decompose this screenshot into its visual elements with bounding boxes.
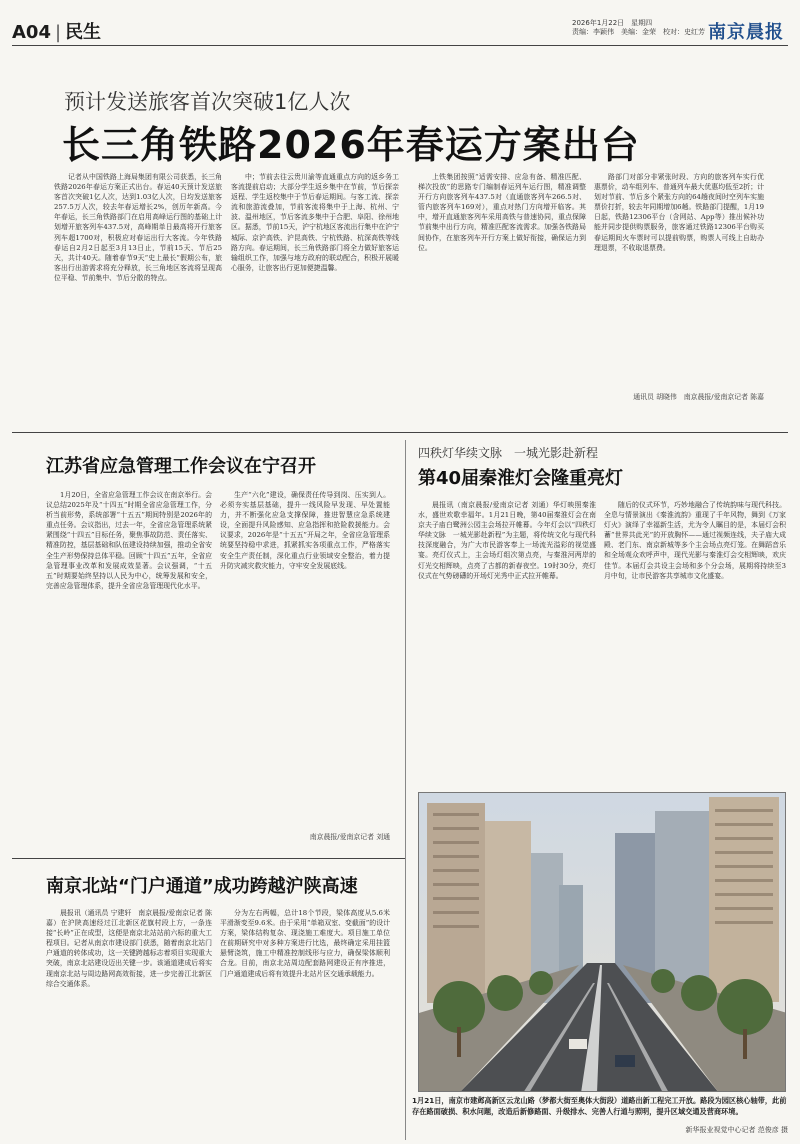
lead-column-4: 路部门对部分非紧张时段、方向的旅客列车实行优惠票价，动车组列车、普通列车最大优惠均低至2折；计划对节前、节后多个紧张方向的64趟夜间时空列车实施票价打折，较去年同期增加6趟。铁路部门提醒，1月19日起，铁路12306平台（含网站、App等）推出候补功能并同步提供购票服务，旅客通过铁路12306平台购买春运期间火车票时可以提前购票，购票人可线上自助办理退票，不收取退票费。 <box>594 173 764 252</box>
road-photo-image <box>419 793 786 1092</box>
story2-column-2: 生产“六化”建设，确保责任传导到岗、压实到人。必须夯实基层基础，提升一线风险早发现、早处置能力，并不断强化应急支撑保障，推进智慧应急系统建设，全面提升风险感知、应急指挥和抢险救援能力。会议要求，2026年是“十五五”开局之年，全省应急管理系统要坚持稳中求进，抓紧抓实各项重点工作，严格落实安全生产责任制，深化重点行业领域安全整治，着力提升防灾减灾救灾能力，守牢安全发展底线。 <box>220 491 390 570</box>
story3-title: 南京北站“门户通道”成功跨越沪陕高速 <box>46 876 358 897</box>
lead-column-2: 中；节前去往云贵川渝等直通重点方向的返乡务工客流提前启动；大部分学生返乡集中在节前，节后探亲返程、学生返校集中于节后春运期间。与客工流、探亲流和旅游流叠加，节前客流将集中于上海、杭州、宁波、温州地区，节后客流多集中于合肥、阜阳、徐州地区。据悉，节前15天，沪宁杭地区客流出行集中在沪宁城际、京沪高铁、沪昆高铁、宁杭铁路、杭深高铁等线路方向。春运期间，长三角铁路部门将全力做好旅客运输组织工作，加强与地方政府的联动配合，积极开展暖心服务，让旅客出行更加便捷温馨。 <box>231 173 399 272</box>
header-meta <box>572 19 705 37</box>
page-section-label: A04 | 民生 <box>12 22 102 43</box>
lead-byline: 通讯员 胡晓伟 南京晨报/爱南京记者 陈嘉 <box>633 393 764 401</box>
story3-column-1: 晨报讯（通讯员 宁建轩 南京晨报/爱南京记者 陈嘉）在沪陕高速经过江北新区花旗村段上方，一条连接“长岭”正在成型，这便是南京北站站前六标的重大工程项目。记者从南京市建设部门获悉，随着南京北站门户通道的转体成功，这一关键跨越标志着项目实现重大突破，南京北站建设迈出关键一步。该通道建成后将实现南京北站与周边路网高效衔接，进一步完善江北新区综合交通体系。 <box>46 909 212 988</box>
photo-caption: 1月21日，南京市建邺高新区云龙山路（梦都大街至奥体大街段）道路出新工程完工开放。路段为园区核心轴带，此前存在路面破损、积水问题，改造后新修路面、升级排水、完善人行道与照明，提升区域交通及营商环境。 <box>412 1096 787 1116</box>
editor-credits: 责编：李颖伟 美编：金荣 校对：史红芳 <box>572 28 705 36</box>
lead-headline: 长三角铁路2026年春运方案出台 <box>62 123 640 167</box>
column-divider <box>405 440 406 1140</box>
lead-column-1: 记者从中国铁路上海局集团有限公司获悉，长三角铁路2026年春运方案正式出台。春运40天预计发送旅客首次突破1亿人次，达到1.03亿人次，日均发送旅客257.5万人次，较去年春运增长2%，创历年新高。今年春运，长三角铁路部门在启用高峰运行图的基础上计划增开旅客列车437.5对，高峰期单日最高将开行旅客列车超1700对，积极应对春运出行大客流。今年铁路春运自2月2日起至3月13日止，节前15天、节后25天，共计40天。随着春节9天“史上最长”假期公布，旅客出行出游需求将充分释放，长三角地区客流将呈现高位平稳、节前集中、节后分散的特点。 <box>54 173 222 282</box>
issue-date: 2026年1月22日 星期四 <box>572 19 653 27</box>
lead-kicker: 预计发送旅客首次突破1亿人次 <box>64 90 351 114</box>
section-rule-2 <box>12 858 405 859</box>
story4-kicker: 四秩灯华续文脉 一城光影赴新程 <box>418 446 599 460</box>
story4-column-2: 随后的仪式环节，巧妙地融合了传统韵味与现代科技。全息与情景演出《秦淮流韵》重现了千年风物，舞到《万家灯火》演绎了幸福新生活，尤为令人瞩目的是，本届灯会积蓄“世界共此光”的开放胸怀——通过视频连线，夫子庙大成殿、老门东、南京新城等多个主会场点亮灯笼。在舞蹈音乐和全场观众欢呼声中，现代光影与秦淮灯会交相辉映，欢庆佳节。本届灯会共设主会场和多个分会场，展期将持续至3月中旬，让市民游客共享城市文化盛宴。 <box>604 501 786 580</box>
lead-column-3: 上铁集团按照“适需安排、应急有备、精准匹配、梯次投放”的思路专门编制春运列车运行图，精准调整开行方向旅客列车437.5对（直通旅客列车266.5对、管内旅客列车169对），重点对热门方向增开临客。其中，增开直通旅客列车采用高铁与普速协同，重点保障节前集中出行方向，精准匹配客流需求。加强各铁路局间协作，在旅客列车开行方案上做好衔接，确保运力到位。 <box>418 173 586 252</box>
story2-title: 江苏省应急管理工作会议在宁召开 <box>46 456 316 477</box>
page-header <box>12 18 788 44</box>
section-name: 民生 <box>65 22 102 43</box>
story3-column-2: 分为左右两幅，总计18个节段，梁体高度从5.6米平滑渐变至9.6米。由于采用“单箱双室、变截面”的设计方案，梁体结构复杂、现浇施工难度大。项目施工单位在前期研究中对多种方案进行比选，最终确定采用挂篮悬臂浇筑，施工中精准控制线形与应力，确保梁体顺利合龙。目前，南京北站周边配套路网建设正有序推进，门户通道建成后将有效提升北站片区交通承载能力。 <box>220 909 390 978</box>
story4-title: 第40届秦淮灯会隆重亮灯 <box>418 468 624 489</box>
photo-credit: 新华报业视觉中心记者 范俊彦 摄 <box>685 1126 788 1134</box>
masthead-logo: 南京晨报 <box>708 22 784 43</box>
story2-column-1: 1月20日，全省应急管理工作会议在南京举行。会议总结2025年及“十四五”时期全省应急管理工作，分析当前形势，系统部署“十五五”期间特别是2026年的重点任务。会议指出，过去一年，全省应急管理系统紧紧围绕“十四五”目标任务，聚焦事故防范、责任落实、精准防控，基层基础和队伍建设持续加强，推动全省安全生产形势保持总体平稳。回顾“十四五”五年，全省应急管理事业改革和发展成效显著。会议强调，“十五五”时期要始终坚持以人民为中心，统筹发展和安全，完善应急管理体系，提升全省应急管理现代化水平。 <box>46 491 212 590</box>
header-rule <box>12 45 788 46</box>
page-number: A04 <box>12 22 51 43</box>
section-rule-1 <box>12 432 788 433</box>
road-photo <box>418 792 786 1092</box>
story4-column-1: 晨报讯（南京晨报/爱南京记者 刘通）华灯映照秦淮水，盛世欢歌幸福年。1月21日晚，第40届秦淮灯会在南京夫子庙白鹭洲公园主会场拉开帷幕。今年灯会以“四秩灯华续文脉 一城光影赴新程”为主题，将传统文化与现代科技深度融合，为广大市民游客奉上一场流光溢彩的视觉盛宴。亮灯仪式上，主会场灯组次第点亮，与秦淮河两岸的灯光交相辉映，点亮了古都的新春夜空。19时30分，亮灯仪式在气势磅礴的开场灯光秀中正式拉开帷幕。 <box>418 501 596 580</box>
story2-byline: 南京晨报/爱南京记者 刘通 <box>309 833 390 841</box>
